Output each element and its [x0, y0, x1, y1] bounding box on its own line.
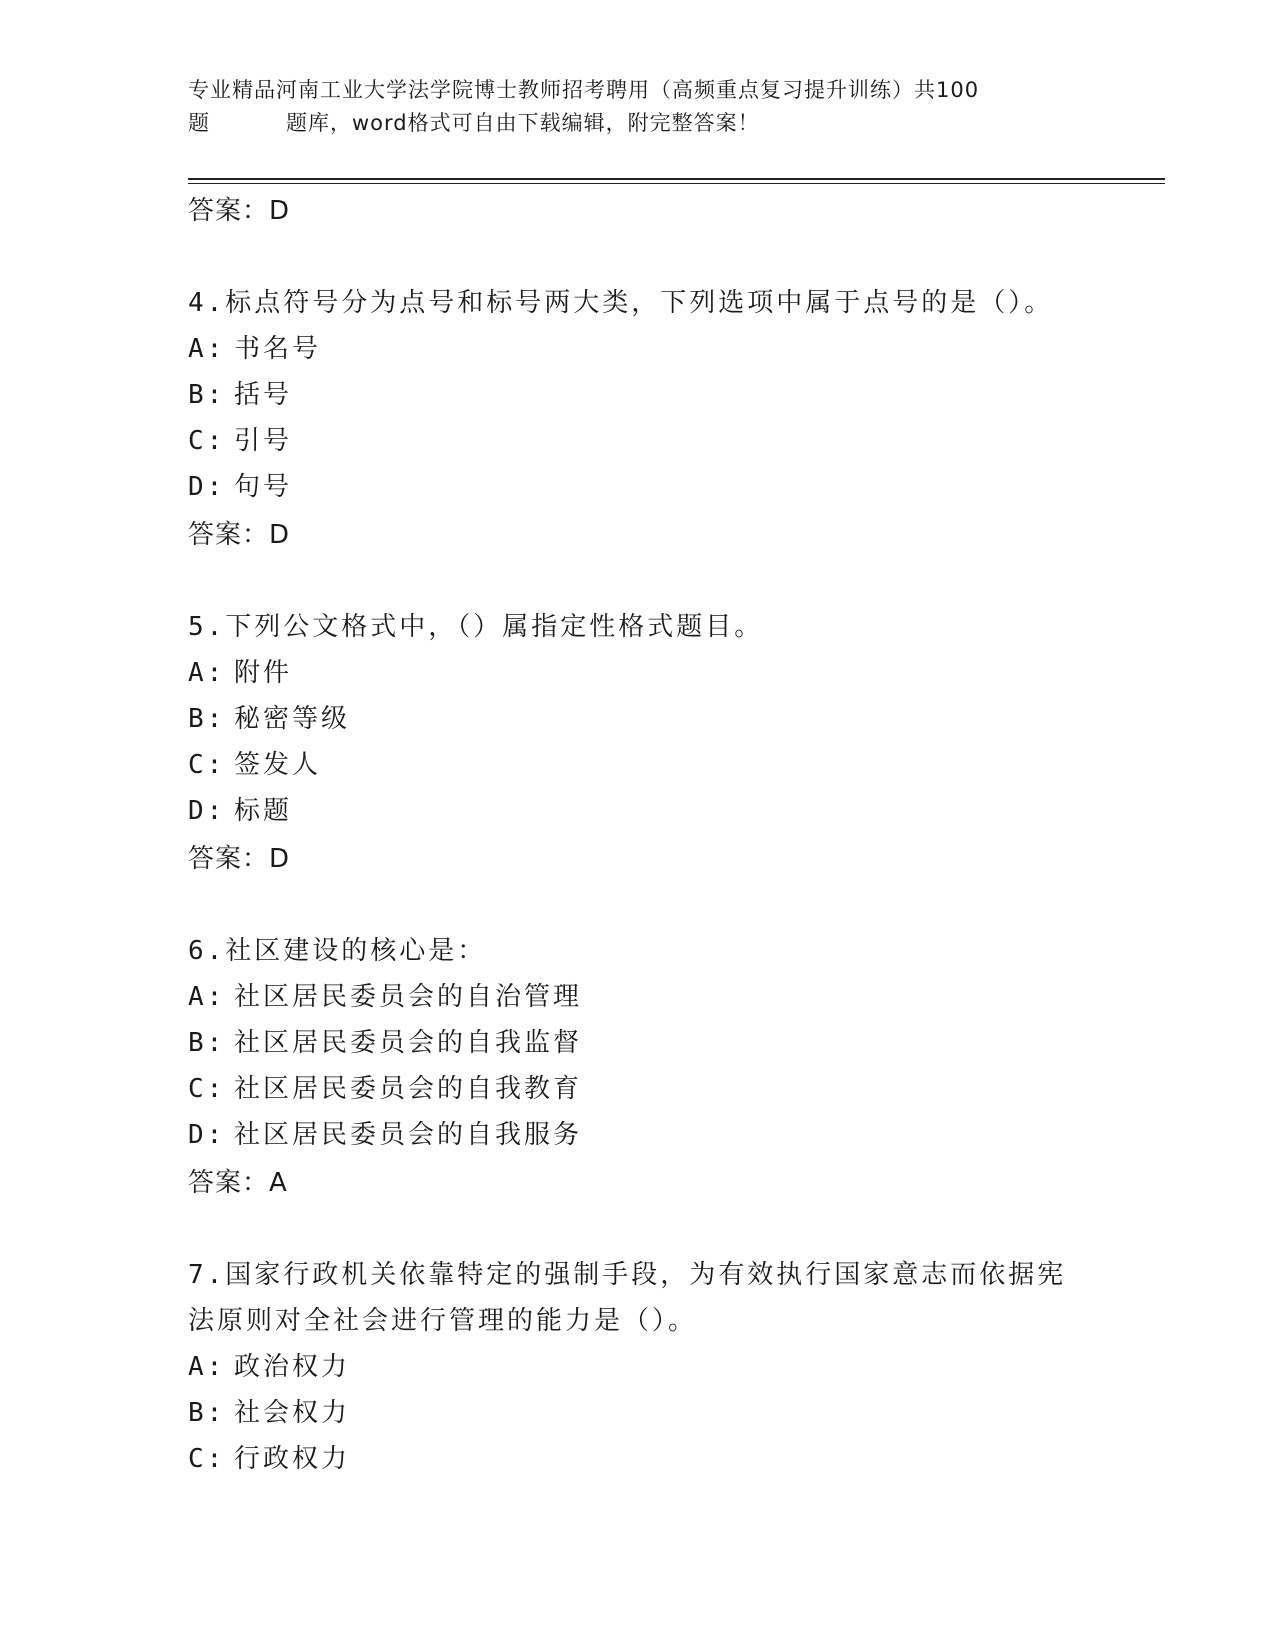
- option-d: [188, 788, 1088, 834]
- page-header: [188, 74, 1088, 140]
- question-4: [188, 280, 1088, 560]
- option-text: 附件: [234, 658, 293, 688]
- question-6: [188, 928, 1088, 1208]
- header-line-2: [188, 107, 1088, 140]
- option-b: [188, 1390, 1088, 1436]
- option-a: [188, 974, 1088, 1020]
- option-text: 政治权力: [234, 1352, 351, 1382]
- header-line-1: 专业精品河南工业大学法学院博士教师招考聘用（高频重点复习提升训练）共100: [188, 78, 980, 102]
- question-stem: 4.标点符号分为点号和标号两大类，下列选项中属于点号的是（）。: [188, 288, 1054, 318]
- option-text: 社会权力: [234, 1398, 351, 1428]
- option-c: [188, 418, 1088, 464]
- option-letter: B:: [188, 1028, 226, 1058]
- option-text: 句号: [234, 472, 293, 502]
- option-d: [188, 1112, 1088, 1158]
- header-line-2-lead: 题: [188, 111, 210, 135]
- header-divider-thin: [188, 183, 1165, 184]
- option-letter: B:: [188, 380, 226, 410]
- option-letter: B:: [188, 1398, 226, 1428]
- option-c: [188, 742, 1088, 788]
- option-letter: C:: [188, 426, 226, 456]
- spacer: [188, 1208, 1088, 1252]
- option-c: [188, 1436, 1088, 1482]
- option-text: 秘密等级: [234, 704, 351, 734]
- option-text: 引号: [234, 426, 293, 456]
- answer: 答案：D: [188, 844, 291, 874]
- option-b: [188, 372, 1088, 418]
- spacer: [188, 560, 1088, 604]
- option-text: 书名号: [234, 334, 322, 364]
- option-a: [188, 326, 1088, 372]
- question-7: [188, 1252, 1088, 1482]
- option-a: [188, 650, 1088, 696]
- option-letter: A:: [188, 1352, 226, 1382]
- spacer: [188, 884, 1088, 928]
- option-text: 标题: [234, 796, 293, 826]
- option-letter: C:: [188, 1444, 226, 1474]
- option-letter: A:: [188, 658, 226, 688]
- question-list: [188, 186, 1088, 1482]
- option-text: 社区居民委员会的自我服务: [234, 1120, 583, 1150]
- option-letter: A:: [188, 334, 226, 364]
- spacer: [188, 236, 1088, 280]
- answer-previous: 答案：D: [188, 196, 291, 226]
- option-letter: D:: [188, 472, 226, 502]
- question-stem: 5.下列公文格式中，（）属指定性格式题目。: [188, 612, 764, 642]
- answer: 答案：D: [188, 520, 291, 550]
- option-letter: C:: [188, 750, 226, 780]
- option-letter: D:: [188, 796, 226, 826]
- question-stem-line-1: 7.国家行政机关依靠特定的强制手段，为有效执行国家意志而依据宪: [188, 1260, 1067, 1290]
- option-d: [188, 464, 1088, 510]
- option-letter: C:: [188, 1074, 226, 1104]
- question-stem-line-2: 法原则对全社会进行管理的能力是（）。: [188, 1306, 698, 1336]
- question-5: [188, 604, 1088, 884]
- option-text: 签发人: [234, 750, 322, 780]
- option-text: 社区居民委员会的自治管理: [234, 982, 583, 1012]
- option-letter: B:: [188, 704, 226, 734]
- option-a: [188, 1344, 1088, 1390]
- option-letter: A:: [188, 982, 226, 1012]
- answer: 答案：A: [188, 1168, 288, 1198]
- option-text: 社区居民委员会的自我教育: [234, 1074, 583, 1104]
- option-text: 行政权力: [234, 1444, 351, 1474]
- option-text: 括号: [234, 380, 293, 410]
- option-b: [188, 1020, 1088, 1066]
- header-line-2-rest: 题库，word格式可自由下载编辑，附完整答案！: [286, 111, 760, 135]
- option-letter: D:: [188, 1120, 226, 1150]
- question-stem: 6.社区建设的核心是：: [188, 936, 487, 966]
- option-text: 社区居民委员会的自我监督: [234, 1028, 583, 1058]
- option-b: [188, 696, 1088, 742]
- option-c: [188, 1066, 1088, 1112]
- header-divider-thick: [188, 178, 1165, 180]
